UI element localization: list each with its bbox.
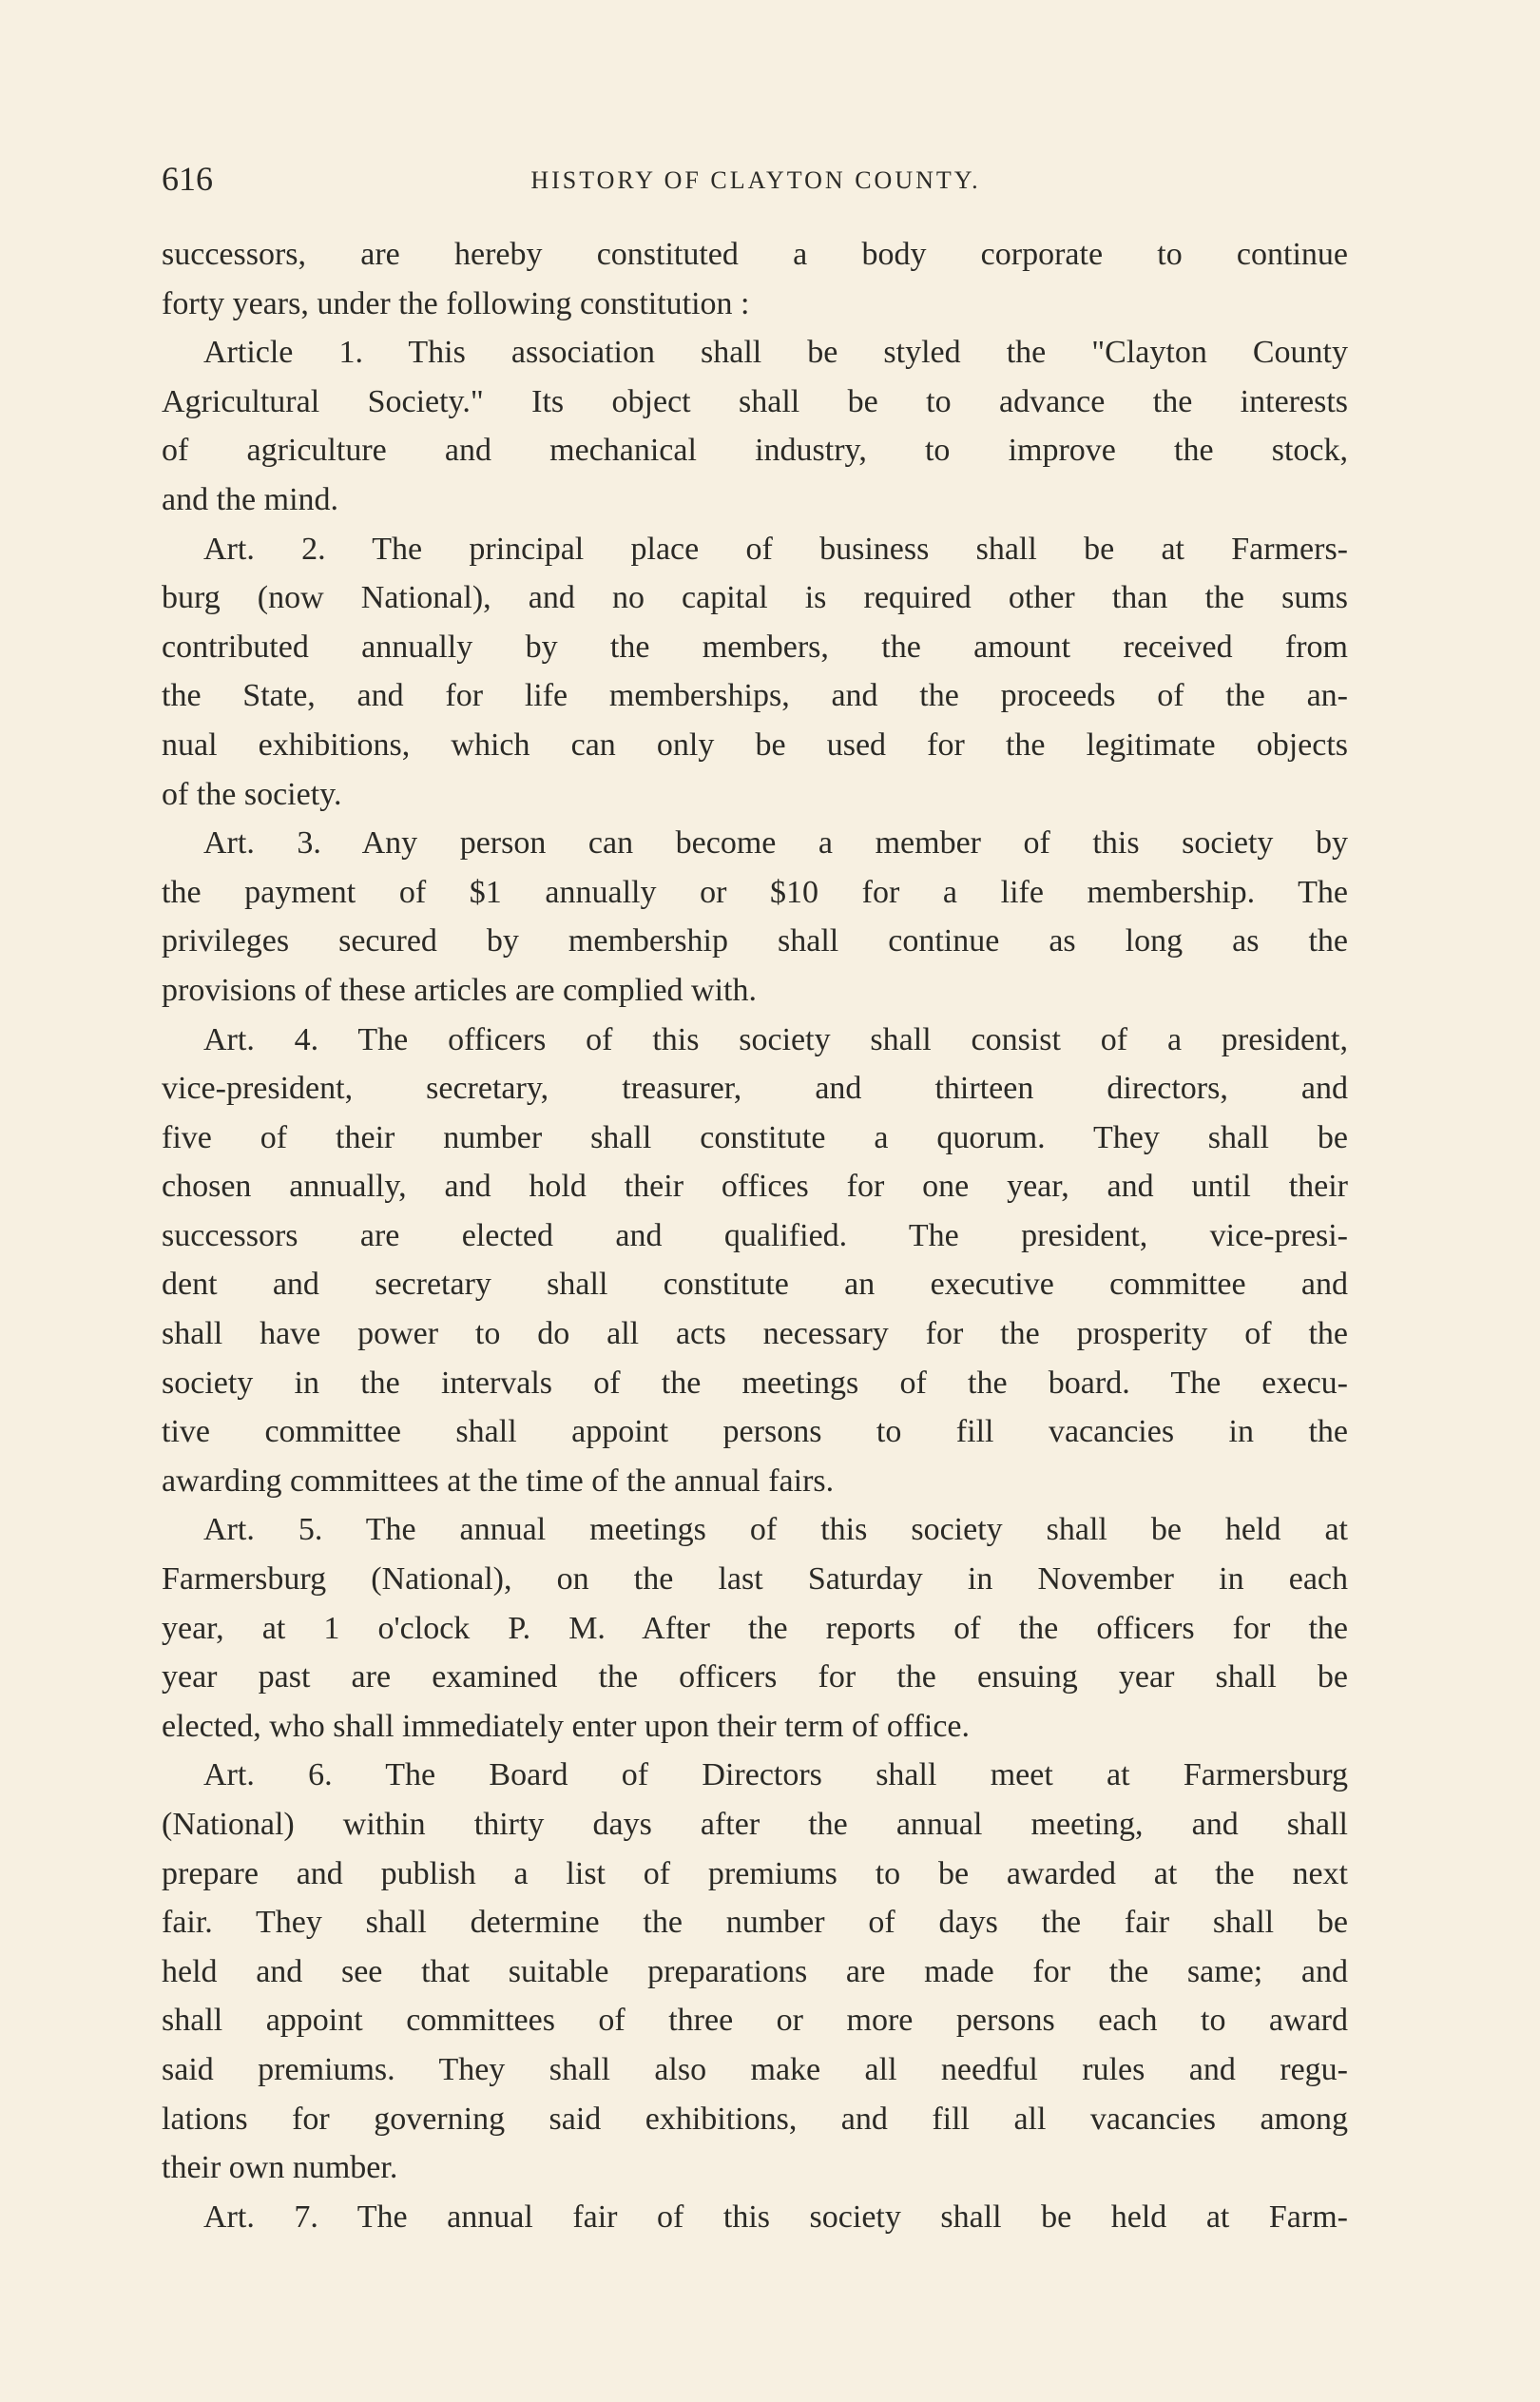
text-line: the State, and for life memberships, and the proceeds of the an- (162, 678, 1348, 714)
page-number: 616 (162, 160, 213, 198)
text-line: of agriculture and mechanical industry, to improve the stock, (162, 433, 1348, 469)
text-line: fair. They shall determine the number of days the fair shall be (162, 1905, 1348, 1941)
text-line: Art. 7. The annual fair of this society shall be held at Farm- (203, 2199, 1348, 2235)
text-line: of the society. (162, 776, 342, 812)
text-line: Art. 5. The annual meetings of this society shall be held at (203, 1512, 1348, 1548)
text-line: Agricultural Society." Its object shall be to advance the interests (162, 383, 1348, 419)
text-line: shall have power to do all acts necessary for the prosperity of the (162, 1316, 1348, 1352)
text-line: dent and secretary shall constitute an executive committee and (162, 1267, 1348, 1303)
text-line: nual exhibitions, which can only be used for the legitimate objects (162, 726, 1348, 763)
text-line: vice-president, secretary, treasurer, and thirteen directors, and (162, 1071, 1348, 1107)
text-line: Article 1. This association shall be styled the "Clayton County (203, 335, 1348, 371)
text-line: year past are examined the officers for the ensuing year shall be (162, 1659, 1348, 1695)
text-line: Art. 6. The Board of Directors shall meet at Farmersburg (203, 1757, 1348, 1793)
text-line: provisions of these articles are complied with. (162, 972, 757, 1008)
text-line: Farmersburg (National), on the last Saturday in November in each (162, 1561, 1348, 1598)
text-line: forty years, under the following constitution : (162, 285, 750, 321)
text-line: tive committee shall appoint persons to fill vacancies in the (162, 1414, 1348, 1450)
text-line: year, at 1 o'clock P. M. After the reports of the officers for the (162, 1610, 1348, 1646)
text-line: five of their number shall constitute a quorum. They shall be (162, 1119, 1348, 1155)
body-text (162, 230, 1348, 2241)
text-line: chosen annually, and hold their offices for one year, and until their (162, 1169, 1348, 1205)
text-line: successors, are hereby constituted a body corporate to continue (162, 237, 1348, 272)
text-line: Art. 2. The principal place of business shall be at Farmers- (203, 531, 1348, 567)
text-line: burg (now National), and no capital is required other than the sums (162, 580, 1348, 616)
text-line: (National) within thirty days after the annual meeting, and shall (162, 1807, 1348, 1842)
text-line: Art. 3. Any person can become a member of this society by (203, 825, 1348, 862)
text-line: lations for governing said exhibitions, and fill all vacancies among (162, 2101, 1348, 2137)
running-head: HISTORY OF CLAYTON COUNTY. (530, 166, 981, 194)
page-header (162, 158, 1350, 200)
text-line: held and see that suitable preparations are made for the same; and (162, 1953, 1348, 1989)
text-line: said premiums. They shall also make all needful rules and regu- (162, 2051, 1348, 2087)
text-line: awarding committees at the time of the annual fairs. (162, 1463, 835, 1499)
text-line: Art. 4. The officers of this society shall consist of a president, (203, 1021, 1348, 1057)
text-line: contributed annually by the members, the amount received from (162, 629, 1348, 665)
text-line: successors are elected and qualified. The president, vice-presi- (162, 1217, 1348, 1253)
text-line: shall appoint committees of three or more persons each to award (162, 2003, 1348, 2039)
text-line: the payment of $1 annually or $10 for a life membership. The (162, 874, 1348, 910)
text-line: elected, who shall immediately enter upon their term of office. (162, 1708, 971, 1744)
text-line: society in the intervals of the meetings of the board. The execu- (162, 1365, 1348, 1401)
text-line: prepare and publish a list of premiums to be awarded at the next (162, 1855, 1348, 1891)
text-line: and the mind. (162, 481, 339, 517)
text-line: their own number. (162, 2150, 398, 2186)
text-line: privileges secured by membership shall continue as long as the (162, 923, 1348, 959)
